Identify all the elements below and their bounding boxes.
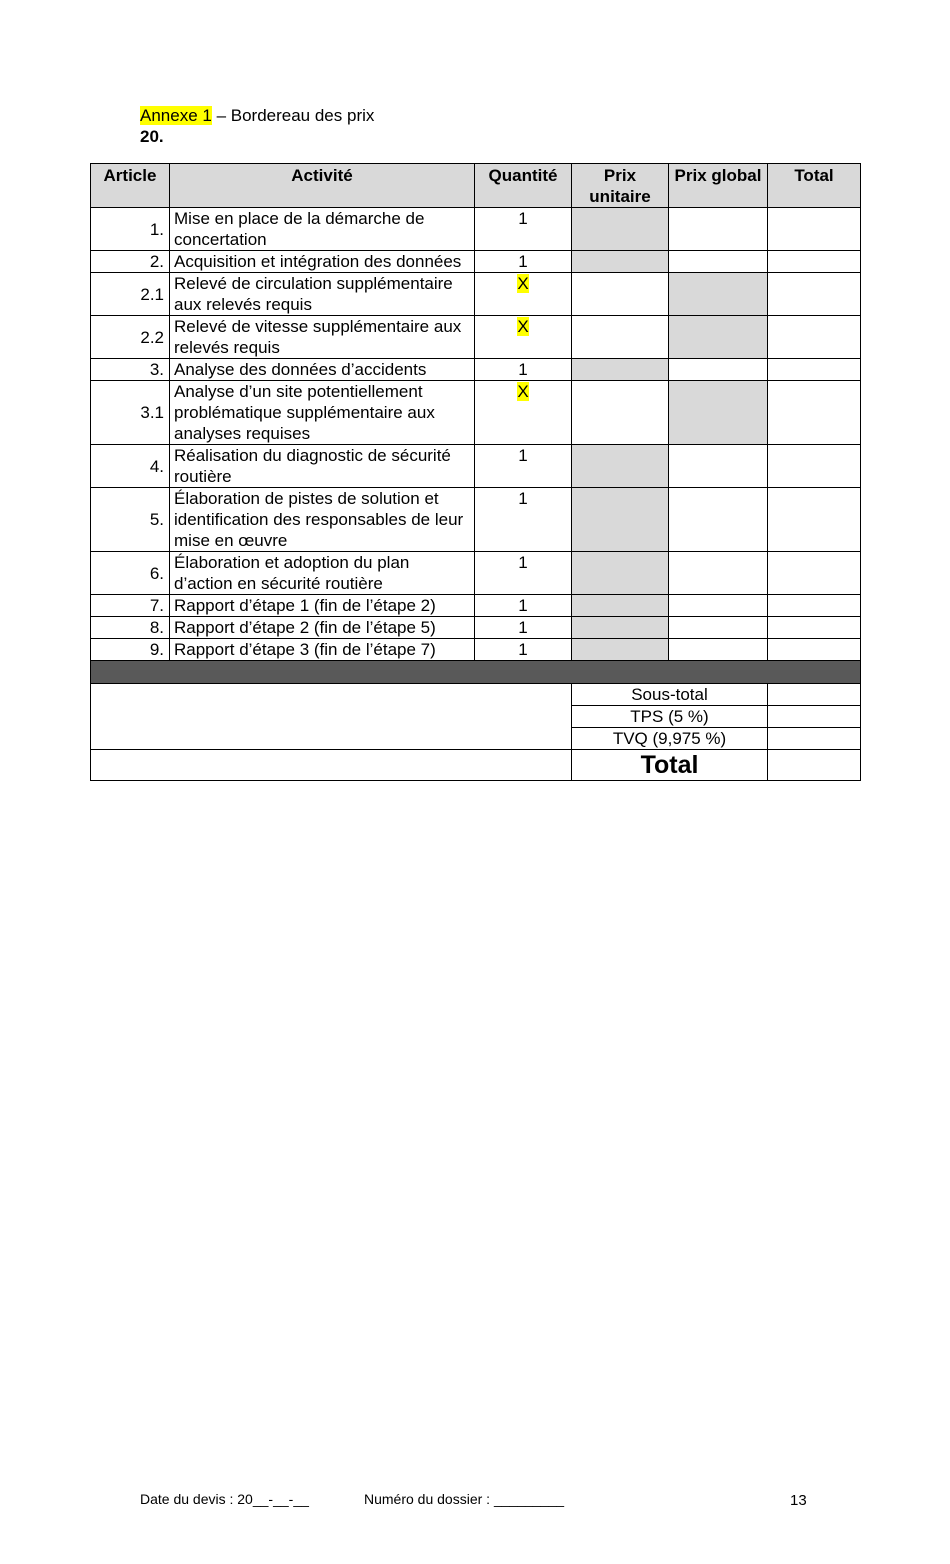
- header-article: Article: [91, 164, 170, 208]
- annex-title: [140, 106, 374, 126]
- row-article: 2.: [91, 251, 170, 273]
- row-activity: Réalisation du diagnostic de sécurité routière: [170, 445, 475, 488]
- row-article: 9.: [91, 639, 170, 661]
- total-cell: [768, 488, 861, 552]
- unit-price-cell: [572, 273, 669, 316]
- total-cell: [768, 359, 861, 381]
- row-quantity: [475, 316, 572, 359]
- row-activity: Élaboration et adoption du plan d’action en sécurité routière: [170, 552, 475, 595]
- header-activity: Activité: [170, 164, 475, 208]
- global-price-cell: [669, 316, 768, 359]
- total-cell: [768, 617, 861, 639]
- row-quantity: [475, 273, 572, 316]
- row-activity: Relevé de circulation supplémentaire aux relevés requis: [170, 273, 475, 316]
- table-row: [91, 316, 861, 359]
- global-price-cell: [669, 595, 768, 617]
- header-unit-price: Prix unitaire: [572, 164, 669, 208]
- separator-band-cell: [91, 661, 861, 684]
- global-price-cell: [669, 617, 768, 639]
- row-article: 4.: [91, 445, 170, 488]
- total-cell: [768, 595, 861, 617]
- row-article: 6.: [91, 552, 170, 595]
- row-article: 1.: [91, 208, 170, 251]
- table-row: [91, 552, 861, 595]
- global-price-cell: [669, 552, 768, 595]
- total-cell: [768, 316, 861, 359]
- price-table: [90, 163, 861, 781]
- unit-price-cell: [572, 639, 669, 661]
- header-global-price: Prix global: [669, 164, 768, 208]
- total-blank-area: [91, 750, 572, 781]
- tvq-label: TVQ (9,975 %): [572, 728, 768, 750]
- row-quantity: 1: [475, 488, 572, 552]
- subtotal-label: Sous-total: [572, 684, 768, 706]
- global-price-cell: [669, 488, 768, 552]
- total-cell: [768, 445, 861, 488]
- section-number: 20.: [140, 127, 164, 146]
- row-activity: Acquisition et intégration des données: [170, 251, 475, 273]
- row-article: 2.2: [91, 316, 170, 359]
- total-cell: [768, 273, 861, 316]
- table-row: [91, 445, 861, 488]
- global-price-cell: [669, 208, 768, 251]
- grand-total-label: Total: [572, 750, 768, 781]
- table-row: [91, 617, 861, 639]
- row-quantity: 1: [475, 617, 572, 639]
- total-cell: [768, 208, 861, 251]
- table-row: [91, 359, 861, 381]
- global-price-cell: [669, 273, 768, 316]
- global-price-cell: [669, 445, 768, 488]
- subtotal-row: [91, 684, 861, 706]
- subtotal-value-cell: [768, 684, 861, 706]
- row-quantity: 1: [475, 595, 572, 617]
- global-price-cell: [669, 639, 768, 661]
- global-price-cell: [669, 381, 768, 445]
- unit-price-cell: [572, 359, 669, 381]
- total-cell: [768, 381, 861, 445]
- row-article: 5.: [91, 488, 170, 552]
- unit-price-cell: [572, 445, 669, 488]
- table-row: [91, 488, 861, 552]
- header-quantity: Quantité: [475, 164, 572, 208]
- total-cell: [768, 639, 861, 661]
- row-article: 8.: [91, 617, 170, 639]
- row-article: 3.1: [91, 381, 170, 445]
- row-activity: Rapport d’étape 1 (fin de l’étape 2): [170, 595, 475, 617]
- dossier-number: Numéro du dossier : _________: [364, 1491, 565, 1507]
- unit-price-cell: [572, 381, 669, 445]
- total-cell: [768, 251, 861, 273]
- quote-date: Date du devis : 20__-__-__: [140, 1491, 309, 1507]
- tvq-value-cell: [768, 728, 861, 750]
- row-activity: Rapport d’étape 3 (fin de l’étape 7): [170, 639, 475, 661]
- page-number: 13: [790, 1492, 807, 1509]
- table-row: [91, 251, 861, 273]
- row-activity: Élaboration de pistes de solution et identification des responsables de leur mise en œuvre: [170, 488, 475, 552]
- row-article: 3.: [91, 359, 170, 381]
- unit-price-cell: [572, 595, 669, 617]
- table-row: [91, 273, 861, 316]
- row-article: 2.1: [91, 273, 170, 316]
- unit-price-cell: [572, 251, 669, 273]
- unit-price-cell: [572, 316, 669, 359]
- header-total: Total: [768, 164, 861, 208]
- row-activity: Analyse des données d’accidents: [170, 359, 475, 381]
- summary-blank-area: [91, 684, 572, 750]
- unit-price-cell: [572, 208, 669, 251]
- tps-value-cell: [768, 706, 861, 728]
- row-activity: Rapport d’étape 2 (fin de l’étape 5): [170, 617, 475, 639]
- quantity-x-mark: X: [517, 274, 529, 293]
- row-quantity: 1: [475, 359, 572, 381]
- total-cell: [768, 552, 861, 595]
- grand-total-value-cell: [768, 750, 861, 781]
- row-quantity: 1: [475, 208, 572, 251]
- row-article: 7.: [91, 595, 170, 617]
- row-activity: Mise en place de la démarche de concertation: [170, 208, 475, 251]
- row-quantity: 1: [475, 639, 572, 661]
- unit-price-cell: [572, 488, 669, 552]
- global-price-cell: [669, 359, 768, 381]
- row-activity: Analyse d’un site potentiellement problématique supplémentaire aux analyses requises: [170, 381, 475, 445]
- unit-price-cell: [572, 617, 669, 639]
- table-row: [91, 639, 861, 661]
- tps-label: TPS (5 %): [572, 706, 768, 728]
- row-activity: Relevé de vitesse supplémentaire aux relevés requis: [170, 316, 475, 359]
- table-row: [91, 595, 861, 617]
- row-quantity: 1: [475, 251, 572, 273]
- row-quantity: 1: [475, 445, 572, 488]
- quantity-x-mark: X: [517, 382, 529, 401]
- unit-price-cell: [572, 552, 669, 595]
- table-header-row: [91, 164, 861, 208]
- table-row: [91, 208, 861, 251]
- annex-title-text: – Bordereau des prix: [211, 106, 375, 125]
- separator-band: [91, 661, 861, 684]
- row-quantity: 1: [475, 552, 572, 595]
- annex-label: Annexe 1: [140, 106, 212, 125]
- global-price-cell: [669, 251, 768, 273]
- table-row: [91, 381, 861, 445]
- row-quantity: [475, 381, 572, 445]
- grand-total-row: [91, 750, 861, 781]
- quantity-x-mark: X: [517, 317, 529, 336]
